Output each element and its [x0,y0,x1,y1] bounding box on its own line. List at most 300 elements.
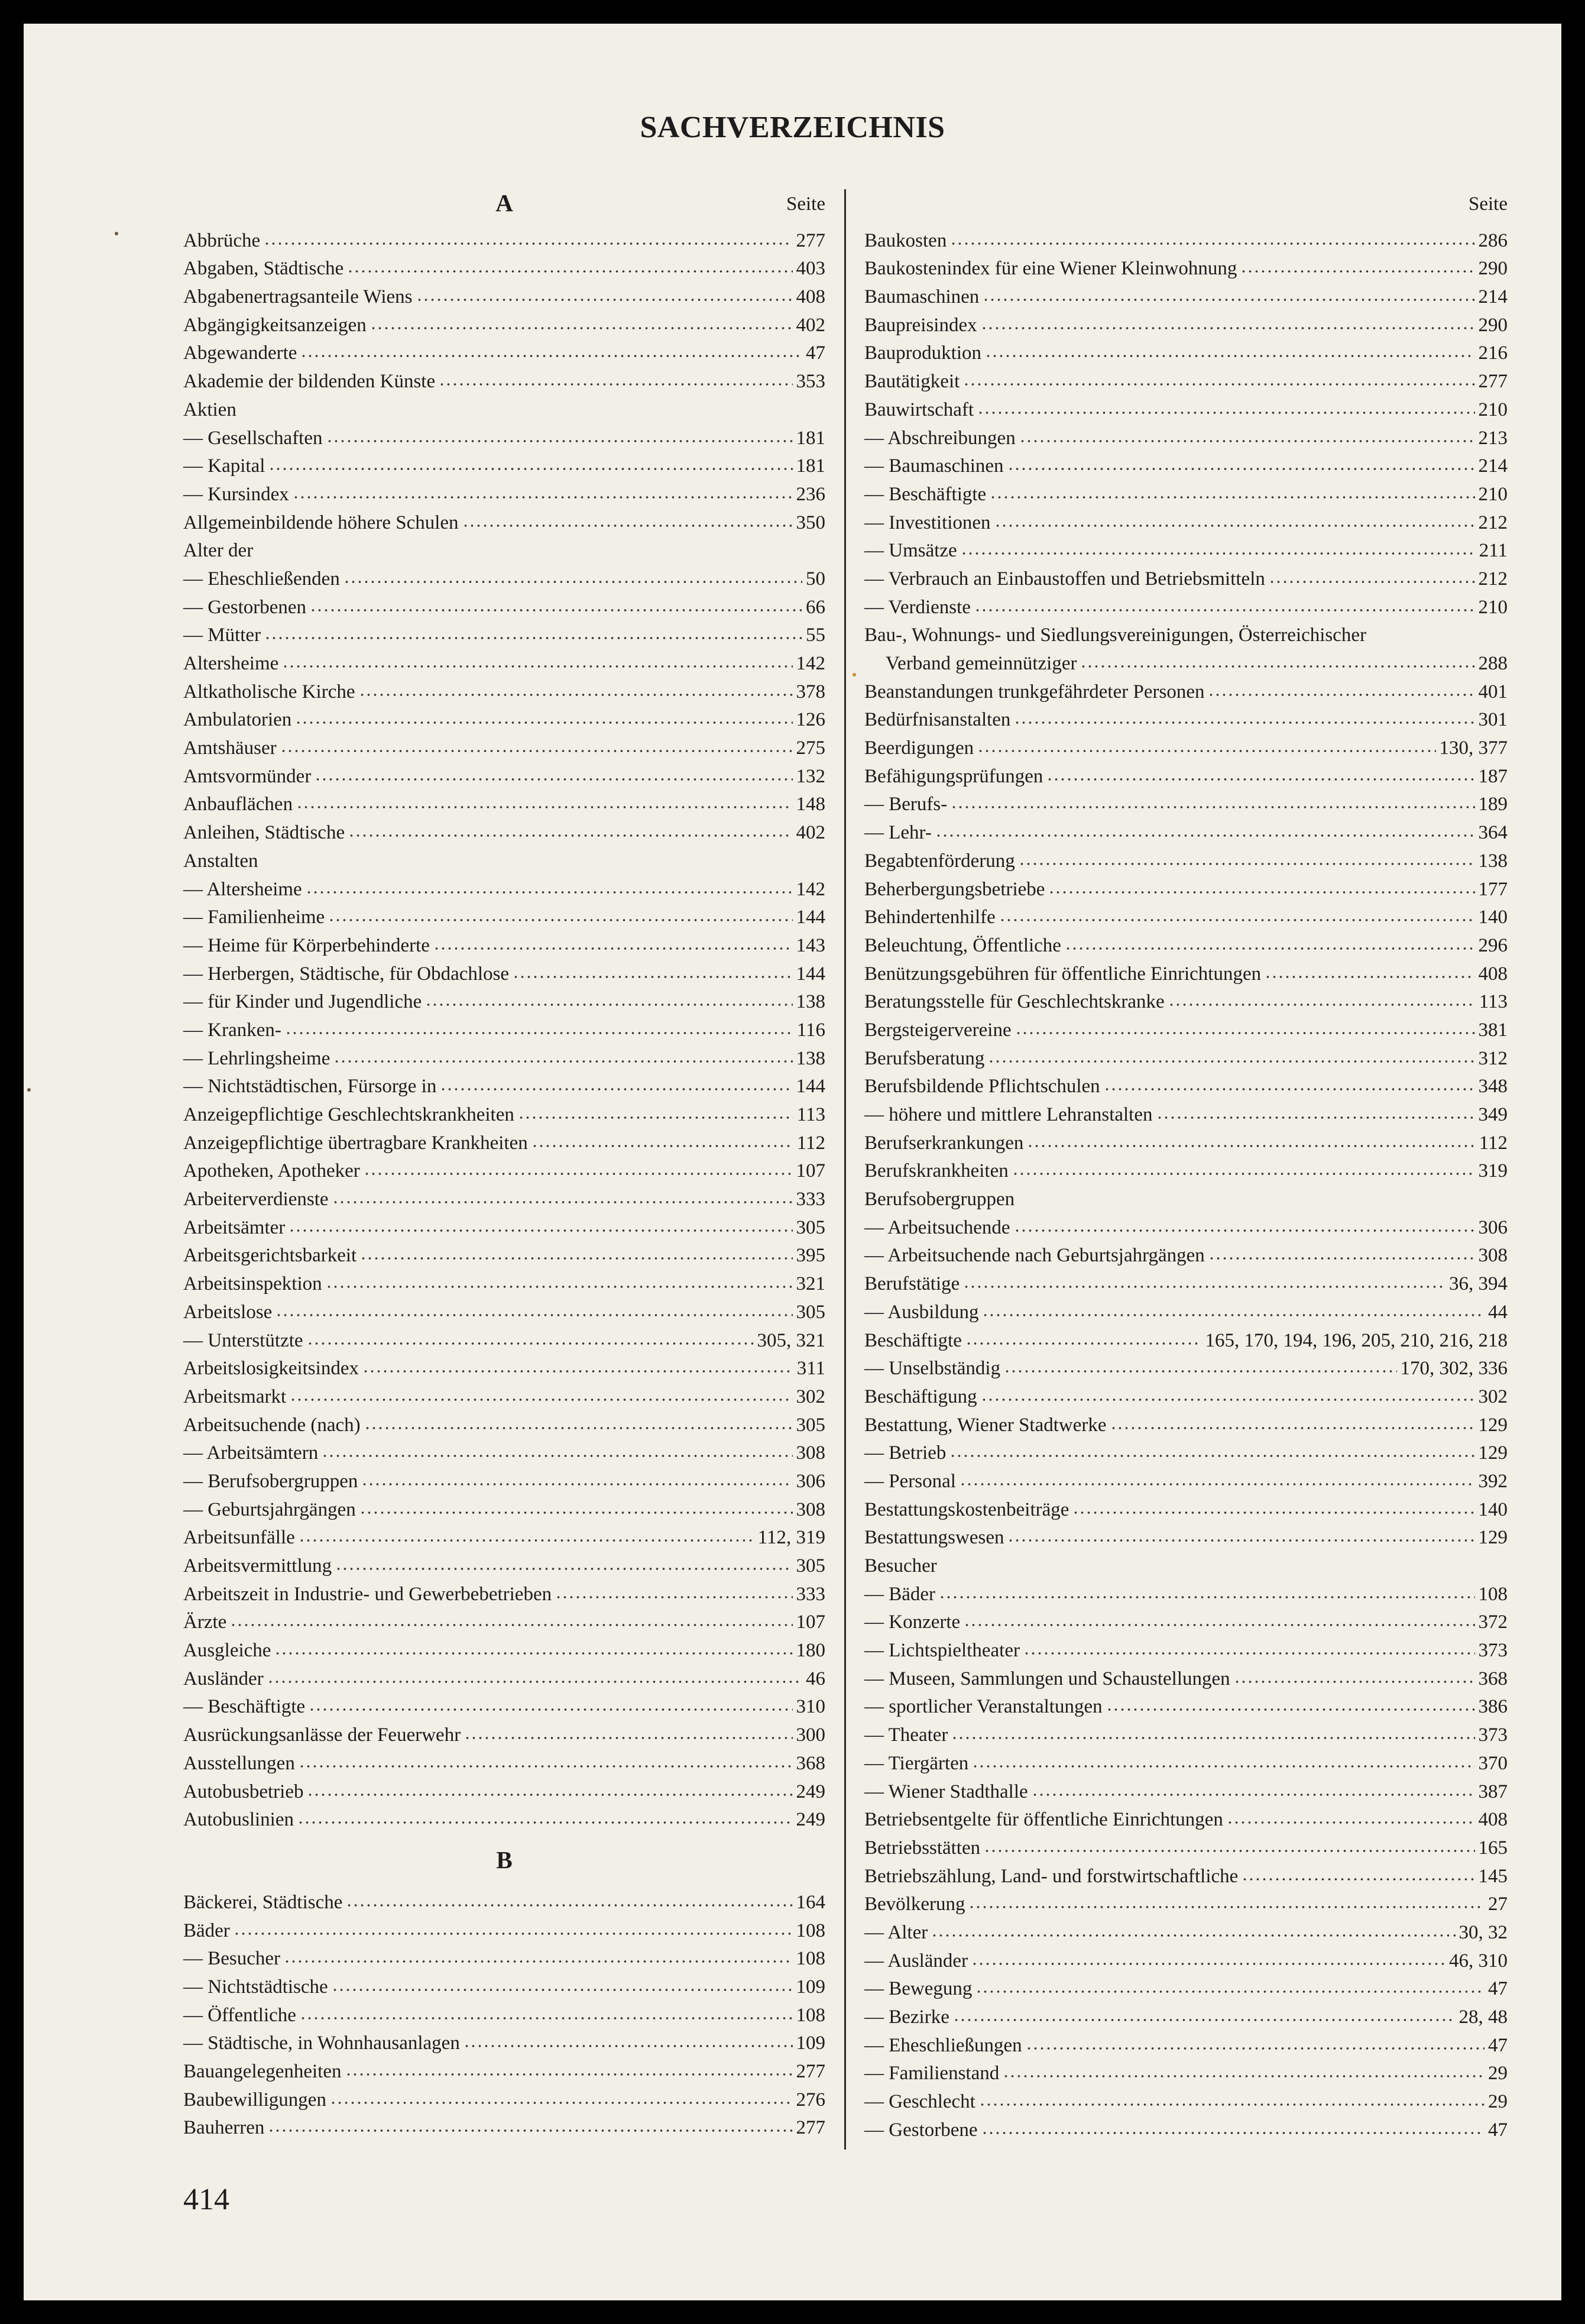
dot-leader [333,1058,792,1065]
index-page-ref: 112 [1479,1132,1508,1154]
index-entry [864,535,1508,563]
index-page-ref: 305 [796,1216,825,1238]
index-term: — Tiergärten [864,1752,969,1774]
index-term: — Arbeitsuchende [864,1216,1010,1238]
index-page-ref: 306 [1478,1216,1508,1238]
dot-leader [1208,1255,1475,1262]
index-page-ref: 144 [796,1076,825,1098]
index-term: Arbeitsunfälle [183,1527,295,1549]
index-term: — Nichtstädtischen, Fürsorge in [183,1076,437,1098]
index-term: Benützungsgebühren für öffentliche Einrichtungen [864,963,1262,985]
index-page-ref: 29 [1488,2091,1508,2113]
index-term: Ausgleiche [183,1640,271,1662]
index-entry [183,1070,825,1099]
index-entry [864,1070,1508,1099]
index-page-ref: 177 [1478,878,1508,900]
paper-speck [853,673,856,677]
index-page-ref: 286 [1478,229,1508,251]
index-page-ref: 249 [796,1781,825,1802]
index-entry [183,1380,825,1409]
index-term: — Kapital [183,455,265,477]
index-term: Anzeigepflichtige übertragbare Krankheiten [183,1132,528,1154]
dot-leader [1026,2045,1484,2052]
dot-leader [326,1283,793,1290]
index-entry [864,506,1508,535]
index-term: — Herbergen, Städtische, für Obdachlose [183,963,510,985]
index-page-ref: 55 [806,624,825,646]
index-term: Berufsberatung [864,1047,985,1069]
dot-leader [359,1509,793,1516]
dot-leader [416,296,793,303]
index-entry [183,647,825,675]
index-page-ref: 148 [796,794,825,815]
index-entry [864,562,1508,591]
index-entry [864,2085,1508,2113]
index-entry [864,1973,1508,2001]
index-term: — Arbeitsämtern [183,1442,319,1464]
index-page-ref: 28, 48 [1458,2006,1508,2028]
index-term: Baumaschinen [864,286,980,308]
index-page-ref: 189 [1478,794,1508,815]
dot-leader [1019,438,1475,445]
dot-leader [285,1030,793,1037]
index-page-ref: 212 [1478,568,1508,590]
index-entry [864,788,1508,817]
index-entry [183,788,825,817]
dot-leader [462,522,793,529]
index-entry [864,1549,1508,1578]
index-page-ref: 350 [796,512,825,533]
dot-leader [293,494,793,501]
index-entry [864,1775,1508,1804]
section-header-a [183,186,825,224]
paper-speck [27,1088,31,1092]
dot-leader [274,1650,792,1657]
index-page-ref: 30, 32 [1458,1921,1508,1943]
index-page-ref: 310 [796,1696,825,1718]
index-entry [183,478,825,506]
index-page-ref: 170, 302, 336 [1400,1358,1508,1380]
index-entry [183,1352,825,1381]
index-entry [183,1549,825,1578]
index-page-ref: 36, 394 [1449,1273,1508,1295]
index-page-ref: 138 [1478,850,1508,872]
index-page-ref: 130, 377 [1439,737,1508,759]
dot-leader [1234,1678,1475,1685]
index-page-ref: 333 [796,1583,825,1605]
index-page-ref: 308 [1478,1245,1508,1267]
index-term: Beanstandungen trunkgefährdeter Personen [864,681,1205,703]
dot-leader [307,1791,792,1798]
dot-leader [1007,1537,1474,1544]
dot-leader [299,1537,754,1544]
index-page-ref: 395 [796,1245,825,1267]
index-page-ref: 378 [796,681,825,703]
index-term: Verband gemeinnütziger [886,653,1077,674]
index-entry [183,1999,825,2027]
index-entry [183,1691,825,1719]
dot-leader [289,1227,792,1234]
dot-leader [433,945,793,952]
index-page-ref: 301 [1478,709,1508,731]
index-page-ref: 306 [796,1470,825,1492]
index-entry [864,675,1508,704]
index-page-ref: 349 [1478,1104,1508,1125]
index-page-ref: 319 [1478,1160,1508,1182]
index-page-ref: 129 [1478,1442,1508,1464]
index-term: — Gestorbenen [183,596,307,618]
index-term: — Altersheime [183,878,302,900]
index-term: Akademie der bildenden Künste [183,371,436,393]
dot-leader [264,635,802,642]
index-entry [183,1465,825,1493]
index-term: — Ausländer [864,1950,968,1972]
index-term: Anbauflächen [183,794,293,815]
index-page-ref: 109 [796,2032,825,2054]
index-term: — Beschäftigte [864,483,987,505]
index-page-ref: 290 [1478,314,1508,336]
index-entry [183,1183,825,1211]
index-entry [864,957,1508,986]
index-entry [864,2113,1508,2142]
index-entry [183,2055,825,2083]
index-page-ref: 308 [796,1498,825,1520]
page-title: SACHVERZEICHNIS [640,111,945,144]
dot-leader [290,1396,792,1403]
dot-leader [306,889,793,896]
dot-leader [297,1819,793,1826]
index-entry [864,1691,1508,1719]
index-page-ref: 277 [796,2061,825,2082]
dot-leader [280,747,793,755]
dot-leader [284,1958,792,1965]
index-term: Bedürfnisanstalten [864,709,1011,731]
index-entry [183,957,825,986]
index-entry [183,760,825,788]
index-list-right [864,224,1508,2142]
index-term: Ausstellungen [183,1752,295,1774]
index-page-ref: 47 [1488,2119,1508,2141]
index-term: Beratungsstelle für Geschlechtskranke [864,991,1165,1013]
index-term: Baukostenindex für eine Wiener Kleinwohnung [864,258,1237,280]
index-entry [183,591,825,619]
dot-leader [307,1340,754,1347]
index-term: Arbeitsinspektion [183,1273,322,1295]
index-entry [864,873,1508,901]
column-divider [844,189,846,2150]
index-page-ref: 210 [1478,483,1508,505]
index-entry [183,675,825,704]
index-term: — Gesellschaften [183,427,323,449]
dot-leader [1269,578,1475,585]
index-page-ref: 27 [1488,1893,1508,1915]
index-page-ref: 181 [796,427,825,449]
dot-leader [1004,1368,1396,1375]
index-term: Amtshäuser [183,737,277,759]
index-term: — sportlicher Veranstaltungen [864,1696,1103,1718]
index-term: Abgabenertragsanteile Wiens [183,286,413,308]
index-term: Bäder [183,1920,230,1941]
index-page-ref: 108 [1478,1583,1508,1605]
index-entry [183,731,825,760]
dot-leader [322,1452,792,1459]
index-page-ref: 165 [1478,1837,1508,1859]
dot-leader [977,409,1474,416]
index-entry [864,816,1508,844]
index-entry [864,1267,1508,1296]
index-entry [864,844,1508,873]
dot-leader [960,1481,1475,1488]
dot-leader [963,1283,1445,1290]
index-entry [183,1211,825,1239]
index-term: Arbeitslose [183,1301,273,1323]
index-term: — Lichtspieltheater [864,1640,1020,1662]
index-entry [864,1211,1508,1239]
dot-leader [1240,268,1474,275]
index-entry [864,422,1508,450]
index-page-ref: 138 [796,991,825,1013]
index-entry [183,1634,825,1662]
index-term: Beschäftigung [864,1386,977,1407]
index-entry [183,1296,825,1324]
dot-leader [234,1930,793,1937]
seite-label: Seite [786,193,825,215]
index-entry [864,1888,1508,1917]
index-entry [864,1465,1508,1493]
index-term: — Städtische, in Wohnhausanlagen [183,2032,460,2054]
index-page-ref: 312 [1478,1047,1508,1069]
dot-leader [1003,2073,1484,2080]
index-term: Altersheime [183,653,279,674]
index-entry [183,1914,825,1943]
index-term: Beschäftigte [864,1329,962,1351]
index-entry [183,986,825,1014]
dot-leader [1265,973,1474,980]
dot-leader [972,1763,1474,1770]
index-entry [864,253,1508,281]
dot-leader [968,1904,1484,1911]
index-term: Arbeitsvermittlung [183,1555,332,1577]
dot-leader [999,917,1475,924]
index-list-b [183,1886,825,2139]
dot-leader [1208,691,1474,698]
index-entry [183,901,825,930]
dot-leader [345,2071,793,2078]
index-term: Apotheken, Apotheker [183,1160,360,1182]
index-entry [864,1493,1508,1522]
dot-leader [1106,1706,1475,1713]
dot-leader [296,804,792,811]
index-term: Ausrückungsanlässe der Feuerwehr [183,1724,461,1746]
index-term: — Verbrauch an Einbaustoffen und Betriebsmitteln [864,568,1265,590]
index-term: — Lehr- [864,822,932,844]
index-term: Abgängigkeitsanzeigen [183,314,367,336]
dot-leader [1048,889,1474,896]
index-page-ref: 140 [1478,1498,1508,1520]
index-column-right [864,186,1508,2142]
index-term: Berufsobergruppen [864,1189,1015,1210]
index-entry [864,1239,1508,1268]
dot-leader [267,1678,802,1685]
index-term: — Heime für Körperbehinderte [183,934,430,956]
dot-leader [963,381,1474,388]
index-page-ref: 305 [796,1555,825,1577]
index-entry [864,224,1508,253]
index-entry [864,1296,1508,1324]
index-term: Anleihen, Städtische [183,822,345,844]
index-entry [864,619,1508,648]
index-entry [864,1014,1508,1042]
index-term: — Lehrlingsheime [183,1047,330,1069]
index-term: — Baumaschinen [864,455,1004,477]
dot-leader [513,973,792,980]
index-term: — Verdienste [864,596,971,618]
dot-leader [1019,860,1475,868]
index-page-ref: 370 [1478,1752,1508,1774]
index-term: Bauproduktion [864,342,981,364]
index-list-a [183,224,825,1831]
dot-leader [364,1425,793,1432]
index-term: Altkatholische Kirche [183,681,355,703]
index-entry [864,1042,1508,1070]
index-entry [183,422,825,450]
dot-leader [362,1368,793,1375]
dot-leader [965,1340,1202,1347]
index-term: — Unselbständig [864,1358,1001,1380]
index-column-left [183,186,825,2139]
index-entry [183,1042,825,1070]
dot-leader [531,1142,793,1150]
index-page-ref: 214 [1478,286,1508,308]
index-term: Bergsteigervereine [864,1019,1012,1041]
dot-leader [979,2101,1484,2108]
index-entry [183,337,825,365]
index-term: Arbeitszeit in Industrie- und Gewerbebetrieben [183,1583,552,1605]
dot-leader [370,325,793,332]
index-entry [183,1578,825,1606]
dot-leader [983,296,1474,303]
index-entry [183,393,825,422]
index-entry [183,704,825,732]
dot-leader [230,1621,792,1629]
index-term: Ausländer [183,1668,264,1689]
paper-speck [115,232,118,235]
index-entry [183,365,825,393]
index-page-ref: 29 [1488,2063,1508,2085]
dot-leader [1023,1650,1475,1657]
index-entry [864,1324,1508,1352]
index-page-ref: 211 [1479,540,1508,562]
index-term: Arbeitsgerichtsbarkeit [183,1245,357,1267]
index-entry [864,1098,1508,1127]
index-term: Anzeigepflichtige Geschlechtskrankheiten [183,1104,514,1125]
index-page-ref: 216 [1478,342,1508,364]
dot-leader [300,2015,793,2022]
index-entry [864,1578,1508,1606]
index-page-ref: 305 [796,1414,825,1436]
index-page-ref: 46, 310 [1449,1950,1508,1972]
index-entry [864,478,1508,506]
index-term: Behindertenhilfe [864,907,996,928]
index-term: Aktien [183,399,236,420]
index-term: Amtsvormünder [183,765,312,787]
dot-leader [1065,945,1475,952]
index-term: — Museen, Sammlungen und Schaustellungen [864,1668,1230,1689]
index-term: Beleuchtung, Öffentliche [864,934,1061,956]
index-term: Abbrüche [183,229,261,251]
dot-leader [1015,1030,1475,1037]
index-entry [864,1437,1508,1465]
index-term: Baubewilligungen [183,2089,326,2111]
index-entry [864,2029,1508,2057]
index-entry [183,1324,825,1352]
index-page-ref: 44 [1488,1301,1508,1323]
index-term: Berufsbildende Pflichtschulen [864,1076,1100,1098]
index-term: Bautätigkeit [864,371,960,393]
index-page-ref: 373 [1478,1640,1508,1662]
dot-leader [264,240,792,247]
index-page-ref: 213 [1478,427,1508,449]
index-term: Arbeitsämter [183,1216,286,1238]
index-term: — Bezirke [864,2006,949,2028]
index-entry [864,901,1508,930]
dot-leader [1110,1425,1475,1432]
index-term: — Familienheime [183,907,325,928]
index-term: — Unterstützte [183,1329,303,1351]
index-entry [864,309,1508,337]
index-entry [864,1522,1508,1550]
index-page-ref: 305 [796,1301,825,1323]
dot-leader [1080,663,1474,670]
index-term: Ärzte [183,1611,227,1633]
index-term: — Kranken- [183,1019,281,1041]
index-page-ref: 277 [1478,371,1508,393]
dot-leader [335,1565,792,1572]
index-term: Betriebsentgelte für öffentliche Einrichtungen [864,1809,1223,1831]
dot-leader [440,1086,792,1093]
index-term: — Theater [864,1724,948,1746]
index-entry [864,2057,1508,2086]
index-page-ref: 108 [796,1948,825,1970]
dot-leader [971,1960,1445,1967]
index-term: Berufskrankheiten [864,1160,1009,1182]
index-page-ref: 373 [1478,1724,1508,1746]
index-page-ref: 277 [796,2117,825,2139]
index-page-ref: 296 [1478,934,1508,956]
dot-leader [364,1170,793,1177]
index-entry [864,591,1508,619]
index-page-ref: 108 [796,2004,825,2026]
index-page-ref: 164 [796,1891,825,1913]
index-term: Betriebszählung, Land- und forstwirtschaftliche [864,1865,1239,1887]
index-page-ref: 311 [796,1358,825,1380]
dot-leader [974,607,1475,614]
index-term: Arbeitslosigkeitsindex [183,1358,359,1380]
dot-leader [310,607,802,614]
dot-leader [981,1396,1475,1403]
index-entry [864,760,1508,788]
index-page-ref: 333 [796,1189,825,1210]
index-page-ref: 181 [796,455,825,477]
index-term: Alter der [183,540,254,562]
dot-leader [518,1114,793,1121]
index-page-ref: 277 [796,229,825,251]
dot-leader [282,663,792,670]
index-term: Arbeiterverdienste [183,1189,329,1210]
dot-leader [295,719,792,726]
index-page-ref: 401 [1478,681,1508,703]
dot-leader [463,2043,793,2050]
